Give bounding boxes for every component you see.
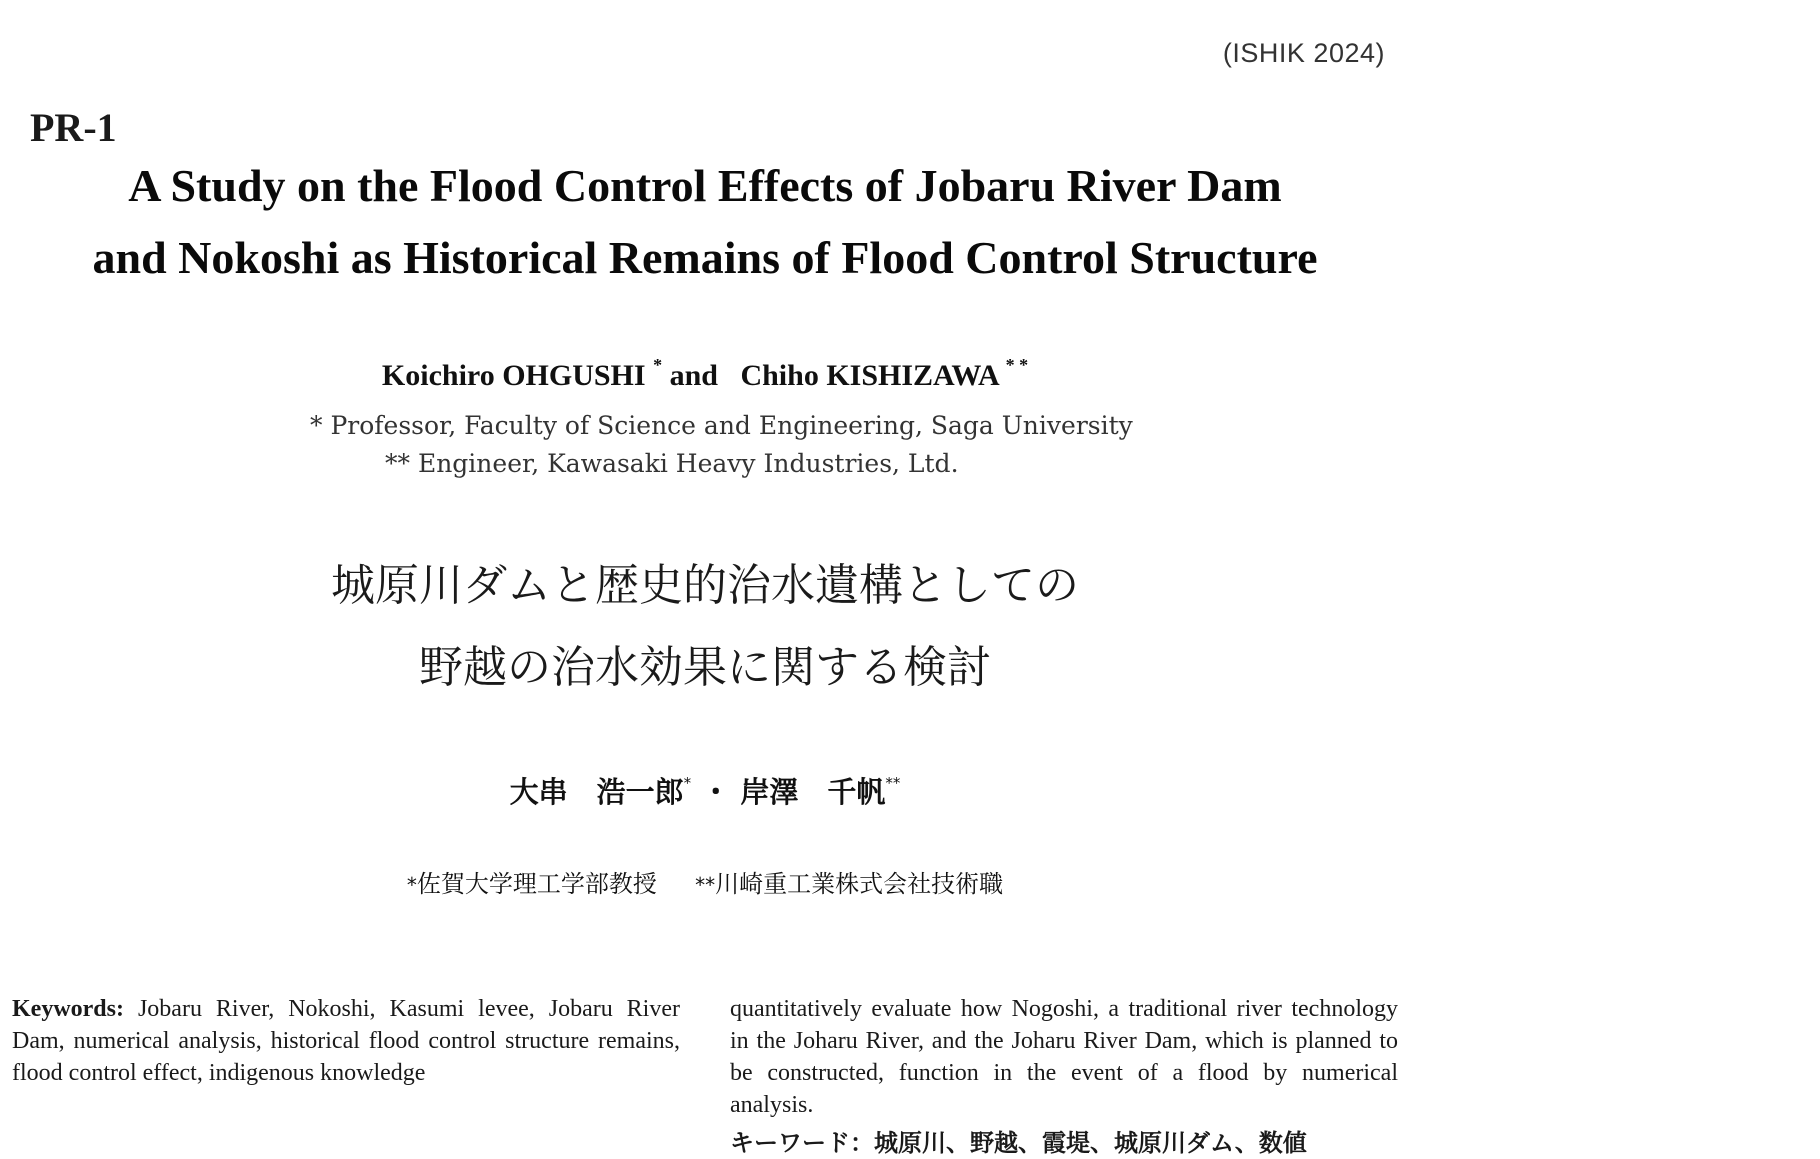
japanese-author-2-name: 岸澤 千帆: [740, 775, 886, 809]
keywords-text: Jobaru River, Nokoshi, Kasumi levee, Jobaru River Dam, numerical analysis, historical flood control structure remains, flood control effect, indigenous knowledge: [12, 996, 680, 1086]
japanese-author-separator: ・: [701, 775, 731, 809]
author-2-mark: * *: [1005, 355, 1029, 375]
japanese-title-line-2: 野越の治水効果に関する検討: [419, 642, 991, 693]
japanese-author-1-mark: *: [683, 774, 692, 792]
author-2-name: Chiho KISHIZAWA: [740, 359, 999, 392]
keywords-paragraph: [12, 993, 680, 1089]
author-1-name: Koichiro OHGUSHI: [381, 359, 646, 392]
english-title-line-2: and Nokoshi as Historical Remains of Flood Control Structure: [92, 232, 1318, 283]
japanese-authors: [0, 770, 1410, 811]
japanese-title: [0, 545, 1410, 709]
right-column-cut-line: キーワード：城原川、野越、霞堤、城原川ダム、数値: [730, 1129, 1307, 1157]
author-1-mark: *: [653, 355, 663, 375]
japanese-affiliation-1-mark: *: [406, 873, 417, 897]
english-title: [0, 150, 1410, 294]
japanese-author-1-name: 大串 浩一郎: [509, 775, 684, 809]
japanese-affiliation-2: 川崎重工業株式会社技術職: [715, 870, 1004, 898]
japanese-title-line-1: 城原川ダムと歴史的治水遺構としての: [331, 560, 1079, 611]
japanese-affiliations: [0, 864, 1410, 899]
japanese-affiliation-1: 佐賀大学理工学部教授: [416, 870, 657, 898]
japanese-affiliation-2-mark: **: [695, 873, 716, 897]
english-title-line-1: A Study on the Flood Control Effects of Jobaru River Dam: [128, 160, 1282, 211]
japanese-author-2-mark: **: [885, 774, 901, 792]
english-affiliation-2: ** Engineer, Kawasaki Heavy Industries, Ltd.: [385, 449, 959, 478]
right-column-text: quantitatively evaluate how Nogoshi, a traditional river technology in the Joharu River, and the Joharu River Dam, which is planned to be constructed, function in the event of a flood by numerical analysis.: [730, 996, 1398, 1118]
conference-label: (ISHIK 2024): [1222, 38, 1385, 68]
author-connector: and: [669, 359, 718, 392]
paper-code: PR-1: [30, 105, 117, 150]
english-affiliation-1: * Professor, Faculty of Science and Engineering, Saga University: [310, 411, 1133, 440]
keywords-label: Keywords:: [12, 996, 124, 1022]
english-authors: [0, 355, 1410, 393]
